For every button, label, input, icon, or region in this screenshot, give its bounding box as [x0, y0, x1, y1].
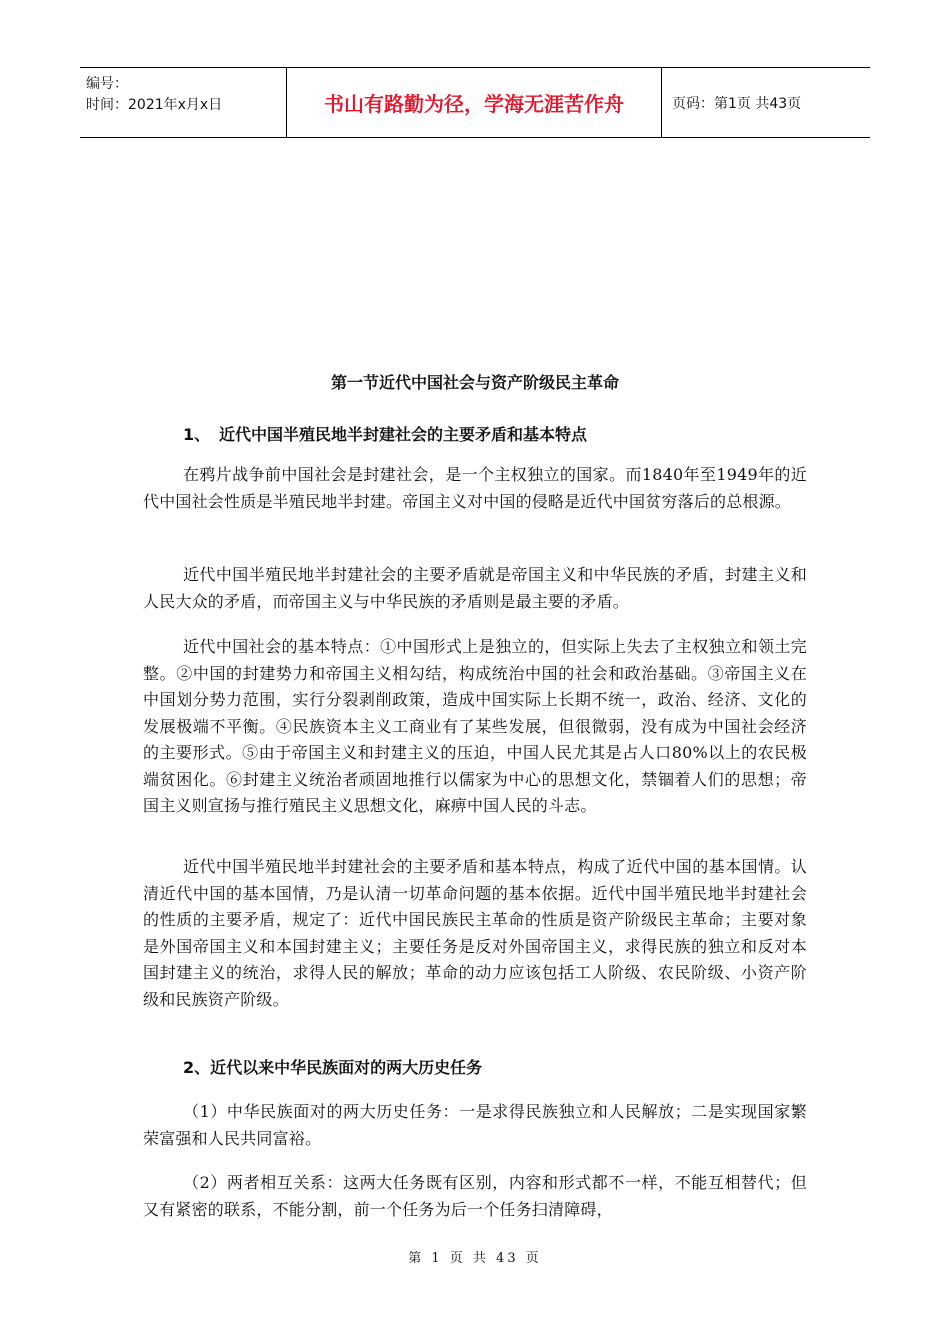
page-info: 页码：第1页 共43页	[672, 95, 802, 112]
paragraph-5: （1）中华民族面对的两大历史任务：一是求得民族独立和人民解放；二是实现国家繁荣富强和人民共同富裕。	[143, 1102, 807, 1148]
paragraph-4: 近代中国半殖民地半封建社会的主要矛盾和基本特点，构成了近代中国的基本国情。认清近代中国的基本国情，乃是认清一切革命问题的基本依据。近代中国半殖民地半封建社会的性质的主要矛盾，规定了：近代中国民族民主革命的性质是资产阶级民主革命；主要对象是外国帝国主义和本国封建主义；主要任务是反对外国帝国主义，求得民族的独立和反对本国封建主义的统治，求得人民的解放；革命的动力应该包括工人阶级、农民阶级、小资产阶级和民族资产阶级。	[143, 857, 807, 1009]
header-left-cell	[80, 68, 286, 137]
date-label: 时间：2021年x月x日	[86, 97, 223, 113]
section-heading-2: 2、近代以来中华民族面对的两大历史任务	[183, 1058, 483, 1077]
page-footer: 第 1 页 共 43 页	[408, 1251, 542, 1266]
motto: 书山有路勤为径，学海无涯苦作舟	[286, 68, 662, 137]
paragraph-2: 近代中国半殖民地半封建社会的主要矛盾就是帝国主义和中华民族的矛盾，封建主义和人民大众的矛盾，而帝国主义与中华民族的矛盾则是最主要的矛盾。	[143, 565, 807, 611]
page-title: 第一节近代中国社会与资产阶级民主革命	[330, 373, 619, 392]
header-table	[80, 67, 870, 138]
section-heading-1	[183, 422, 587, 445]
section-heading-text: 近代中国半殖民地半封建社会的主要矛盾和基本特点	[219, 425, 588, 444]
section-number: 1、	[183, 425, 211, 444]
paragraph-1: 在鸦片战争前中国社会是封建社会，是一个主权独立的国家。而1840年至1949年的近代中国社会性质是半殖民地半封建。帝国主义对中国的侵略是近代中国贫穷落后的总根源。	[143, 465, 807, 511]
paragraph-6: （2）两者相互关系：这两大任务既有区别，内容和形式都不一样，不能互相替代；但又有紧密的联系，不能分割，前一个任务为后一个任务扫清障碍，	[143, 1173, 807, 1219]
code-label: 编号：	[86, 76, 128, 92]
paragraph-3: 近代中国社会的基本特点：①中国形式上是独立的，但实际上失去了主权独立和领土完整。②中国的封建势力和帝国主义相勾结，构成统治中国的社会和政治基础。③帝国主义在中国划分势力范围，实行分裂剥削政策，造成中国实际上长期不统一，政治、经济、文化的发展极端不平衡。④民族资本主义工商业有了某些发展，但很微弱，没有成为中国社会经济的主要形式。⑤由于帝国主义和封建主义的压迫，中国人民尤其是占人口80%以上的农民极端贫困化。⑥封建主义统治者顽固地推行以儒家为中心的思想文化，禁锢着人们的思想；帝国主义则宣扬与推行殖民主义思想文化，麻痹中国人民的斗志。	[143, 637, 807, 815]
